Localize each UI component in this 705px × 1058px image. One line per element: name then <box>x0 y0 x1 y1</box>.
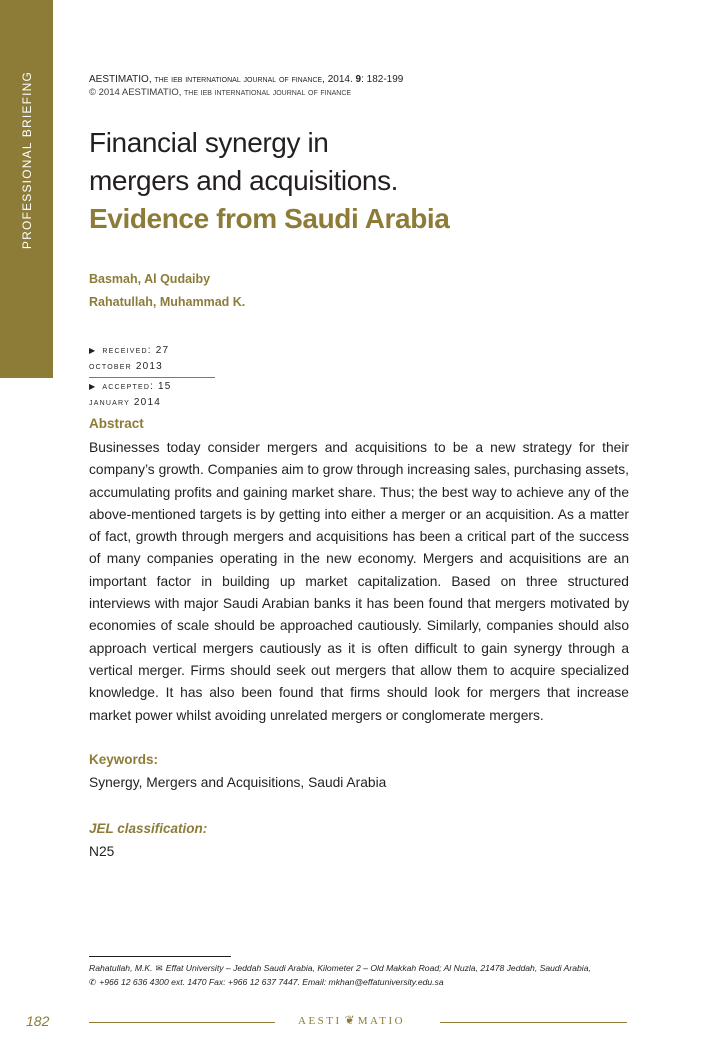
title-line-1: Financial synergy in <box>89 127 329 158</box>
emblem-icon: ❦ <box>344 1013 355 1027</box>
footer-rule-left <box>89 1022 275 1023</box>
accepted-label: accepted: <box>102 381 155 392</box>
article-title <box>89 124 449 238</box>
envelope-icon: ✉ <box>155 963 163 973</box>
author-name: Rahatullah, Muhammad K. <box>89 295 246 309</box>
journal-subtitle: the ieb international journal of finance <box>154 74 323 85</box>
footnote-contact: +966 12 636 4300 ext. 1470 Fax: +966 12 637 7447. Email: mkhan@effatuniversity.edu.sa <box>99 977 444 987</box>
triangle-bullet-icon: ▶ <box>89 346 97 355</box>
footer-rule-right <box>440 1022 627 1023</box>
footnote <box>89 961 634 989</box>
footnote-rule <box>89 956 231 957</box>
accepted-date <box>89 378 215 413</box>
footnote-address: Effat University – Jeddah Saudi Arabia, Kilometer 2 – Old Makkah Road; Al Nuzla, 21478 Jeddah, Saudi Arabia, <box>165 963 591 973</box>
citation-line <box>89 73 403 86</box>
received-value: 27 october 2013 <box>89 345 170 372</box>
received-date <box>89 342 215 377</box>
journal-volume: 9 <box>355 74 362 85</box>
page-number: 182 <box>26 1013 50 1029</box>
jel-value: N25 <box>89 844 115 859</box>
keywords-value: Synergy, Mergers and Acquisitions, Saudi Arabia <box>89 775 387 790</box>
copyright-text: © 2014 AESTIMATIO, <box>89 87 182 98</box>
keywords-heading: Keywords: <box>89 752 159 767</box>
phone-icon: ✆ <box>89 977 97 987</box>
abstract-body: Businesses today consider mergers and acquisitions to be a new strategy for their company’s growth. Companies aim to grow through increasing sales, purchasing assets, accumulating profits and gaining market share. Thus; the best way to achieve any of the above-mentioned targets is by getting into either a merger or an acquisition. As a matter of fact, growth through mergers and acquisitions has been a critical part of the success of many companies operating in the new economy. Mergers and acquisitions are an important factor in building up market capitalization. Based on three structured interviews with major Saudi Arabian banks it has been found that mergers motivated by economies of scale should be approached cautiously. Similarly, companies should also approach vertical mergers cautiously as it is often difficult to gain synergy through a vertical merger. Firms should seek out mergers that allow them to acquire specialized knowledge. It has also been found that firms should look for mergers that increase market power whilst avoiding unrelated mergers or conglomerate mergers. <box>89 440 629 723</box>
logo-left-text: AESTI <box>298 1015 342 1027</box>
journal-pages: : 182-199 <box>361 74 404 85</box>
title-line-3: Evidence from Saudi Arabia <box>89 203 450 234</box>
abstract-heading: Abstract <box>89 416 144 431</box>
dates-block <box>89 342 215 413</box>
author-name: Basmah, Al Qudaiby <box>89 272 211 286</box>
received-label: received: <box>102 345 152 356</box>
author-list <box>89 268 245 314</box>
copyright-line <box>89 86 403 99</box>
jel-heading: JEL classification: <box>89 821 208 836</box>
sidebar-label: PROFESSIONAL BRIEFING <box>20 70 34 250</box>
journal-name: AESTIMATIO, <box>89 74 152 85</box>
copyright-subtitle: the ieb international journal of finance <box>184 87 352 98</box>
triangle-bullet-icon: ▶ <box>89 382 97 391</box>
journal-logo <box>298 1013 405 1028</box>
journal-header <box>89 73 403 99</box>
title-line-2: mergers and acquisitions. <box>89 165 399 196</box>
accepted-value: 15 january 2014 <box>89 381 172 408</box>
logo-right-text: MATIO <box>357 1015 406 1027</box>
footnote-author: Rahatullah, M.K. <box>89 963 153 973</box>
journal-year: , 2014. <box>322 74 353 85</box>
sidebar-band <box>0 0 53 378</box>
